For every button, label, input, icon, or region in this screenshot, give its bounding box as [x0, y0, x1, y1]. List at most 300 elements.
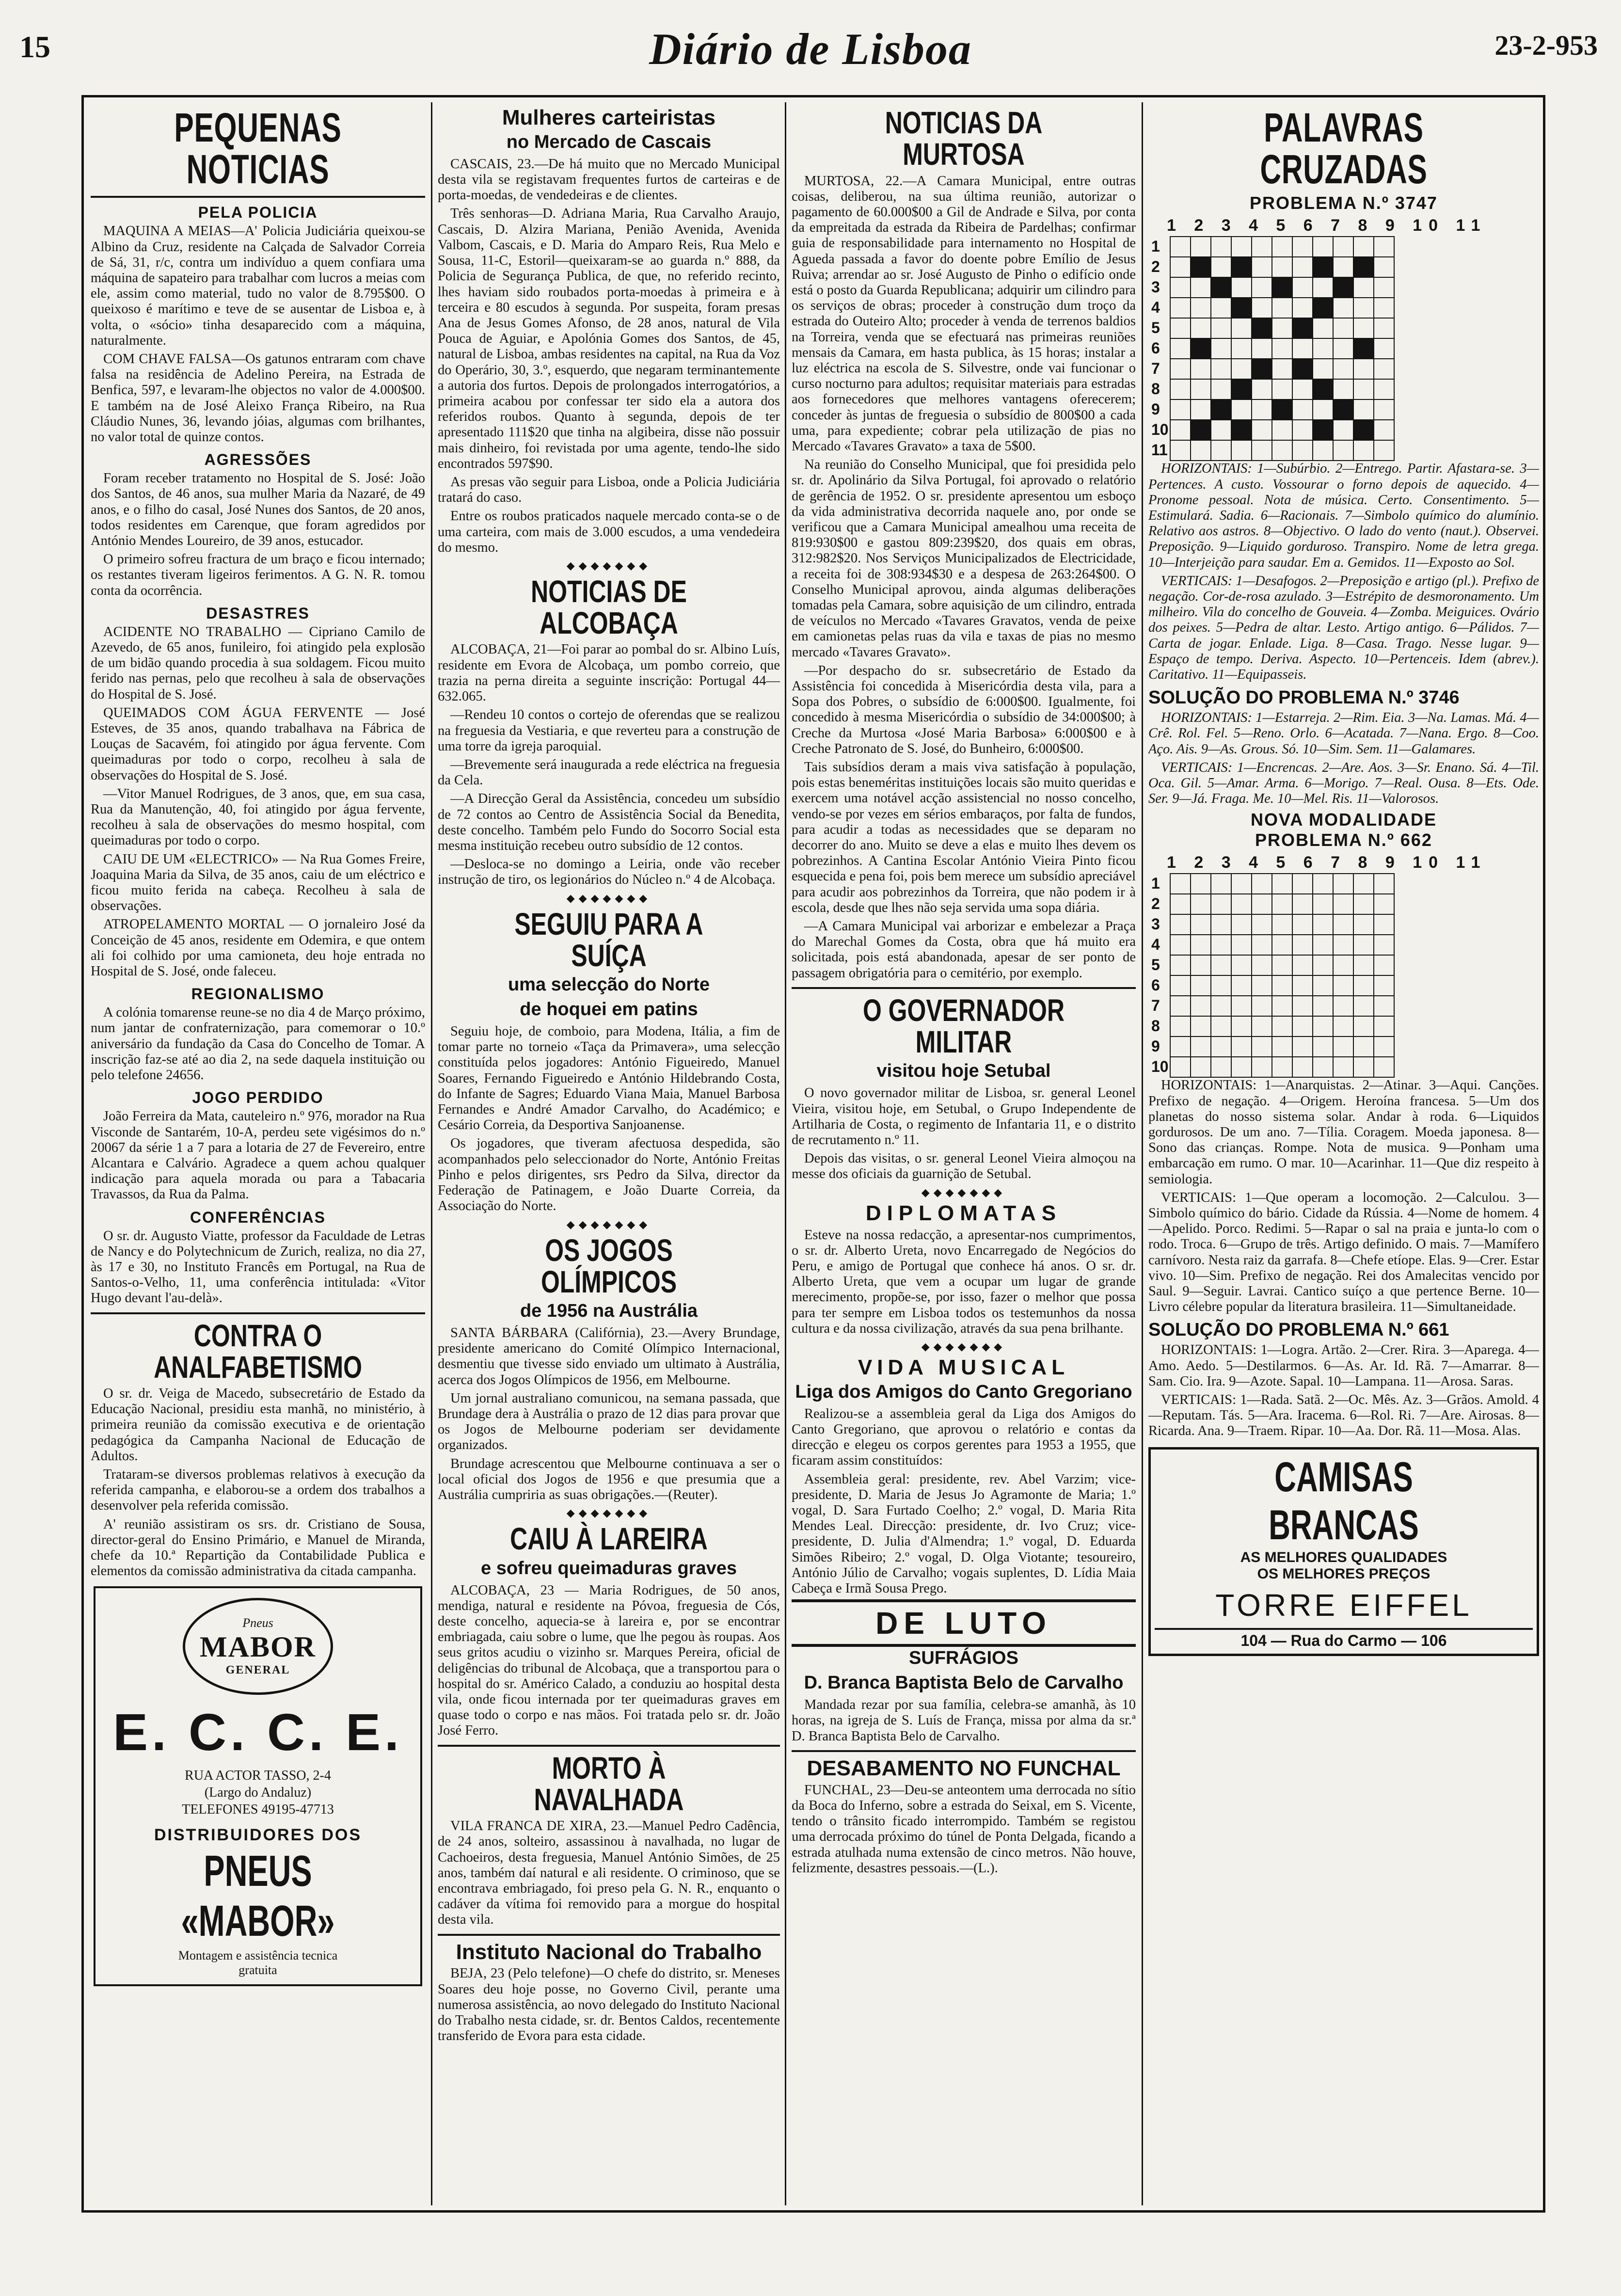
column-numbers: 1 2 3 4 5 6 7 8 9 10 11: [1167, 853, 1487, 872]
grid-cell: [1211, 338, 1231, 359]
solution-vertical: VERTICAIS: 1—Rada. Satã. 2—Oc. Mês. Az. 3—Grãos. Amold. 4—Reputam. Tás. 5—Ara. Iracema. 6—Rol. Ri. 7—Are. Airosas. 8—Ricarda. Ana. 9—Traem. Ripar. 10—Aa. Dor. Rã. 11—Mosa. Alas.: [1148, 1392, 1539, 1439]
grid-cell: [1191, 894, 1211, 914]
section-head: PELA POLICIA: [198, 204, 318, 222]
crossword-grid-3747: [1151, 236, 1539, 461]
grid-cell: [1292, 379, 1313, 399]
grid-cell: [1252, 440, 1272, 461]
grid-cell: [1211, 975, 1231, 996]
article-paragraph: O primeiro sofreu fractura de um braço e ficou internado; os restantes tiveram ligeiros ferimentos. A G. N. R. tomou conta da ocorrência.: [91, 552, 425, 598]
headline-carteiristas: Mulheres carteiristas: [502, 106, 716, 129]
grid-cell: [1252, 975, 1272, 996]
grid-cell: [1191, 338, 1211, 359]
grid-cell: [1191, 1057, 1211, 1077]
grid-cell: [1353, 1057, 1374, 1077]
grid-cell: [1231, 955, 1252, 975]
grid-cell: [1272, 338, 1292, 359]
solution-vertical: VERTICAIS: 1—Encrencas. 2—Are. Aos. 3—Sr. Enano. Sá. 4—Til. Oca. Gil. 5—Amar. Arma. 6—Morigo. 7—Real. Ousa. 8—Ets. Ode. Ser. 9—Já. Fraga. Me. 10—Mel. Ris. 11—Valorosos.: [1148, 760, 1539, 807]
article-paragraph: ALCOBAÇA, 23 — Maria Rodrigues, de 50 anos, mendiga, natural e residente na Póvoa, freguesia de Cós, deste concelho, aquecia-se à lareira e, por se encontrar embriagada, caiu sobre o lume, que lhe pegou às roupas. Aos seus gritos acudiu o vizinho sr. Marques Pereira, oficial de deligências do tribunal de Alcobaça, que a transportou para o hospital do sr. Américo Calado, a conduziu ao hospital desta vila, onde ficou internada por ter queimaduras graves em quase todo o corpo e nas mãos. Foi tratada pelo sr. dr. João José Ferro.: [438, 1582, 780, 1738]
grid-cell: [1252, 298, 1272, 318]
clues-horizontal: HORIZONTAIS: 1—Subúrbio. 2—Entrego. Partir. Afastara-se. 3—Pertences. A custo. Vossourar o forno depois de aquecido. 4—Pronome pessoal. Nota de música. Certo. Consentimento. 5—Estimulará. Sadia. 6—Racionais. 7—Simbolo químico do alumínio. Relativo aos astros. 8—Objectivo. O lado do vento (naut.). Observei. Preposição. 9—Liquido gorduroso. Transpiro. Nome de letra grega. 10—Interjeição para saudar. Em a. Gemidos. 11—Exposto ao Sol.: [1148, 461, 1539, 570]
solution-title: SOLUÇÃO DO PROBLEMA N.º 3746: [1148, 687, 1460, 708]
grid-cell: [1170, 298, 1191, 318]
grid-cell: [1353, 1036, 1374, 1057]
grid-cell: [1333, 237, 1353, 257]
grid-cell: [1231, 359, 1252, 379]
grid-cell: [1191, 420, 1211, 440]
article-paragraph: —Desloca-se no domingo a Leiria, onde vão receber instrução de tiro, os legionários do Núcleo n.º 4 de Alcobaça.: [438, 857, 780, 888]
grid-cell: [1374, 975, 1394, 996]
grid-cell: [1211, 359, 1231, 379]
grid-cell: [1252, 874, 1272, 894]
grid-cell: [1211, 1036, 1231, 1057]
grid-cell: [1333, 420, 1353, 440]
grid-cell: [1170, 955, 1191, 975]
grid-cell: [1313, 935, 1333, 955]
ad-line: AS MELHORES QUALIDADES: [1240, 1549, 1447, 1565]
grid-cell: [1252, 318, 1272, 338]
column-3: [792, 104, 1136, 2203]
grid-cell: [1211, 1016, 1231, 1036]
headline-palavras-cruzadas: PALAVRAS CRUZADAS: [1260, 105, 1428, 192]
grid-cell: [1170, 420, 1191, 440]
article-paragraph: BEJA, 23 (Pelo telefone)—O chefe do distrito, sr. Meneses Soares deu hoje posse, no Governo Civil, perante uma numerosa assistência, ao novo delegado do Instituto Nacional do Trabalho nesta cidade, sr. dr. Bentos Caldos, recentemente transferido de Evora para esta cidade.: [438, 1966, 780, 2044]
grid-cell: [1252, 1057, 1272, 1077]
grid-cell: [1231, 237, 1252, 257]
grid-cell: [1374, 277, 1394, 298]
issue-date: 23-2-953: [1494, 30, 1598, 61]
grid-cell: [1272, 955, 1292, 975]
article-paragraph: SANTA BÁRBARA (Califórnia), 23.—Avery Brundage, presidente americano do Comité Olímpico Internacional, desmentiu que tivesse sido enviado um ultimato à Austrália, acerca dos Jogos Olímpicos de 1956, em Melbourne.: [438, 1325, 780, 1387]
grid-cell: [1231, 1057, 1252, 1077]
headline-analfabetismo: CONTRA O ANALFABETISMO: [154, 1318, 362, 1385]
grid-cell: [1353, 359, 1374, 379]
grid-cell: [1231, 277, 1252, 298]
row-numbers: 1 2 3 4 5 6 7 8 9 10 11: [1151, 238, 1169, 459]
grid-cell: [1191, 1036, 1211, 1057]
grid-cell: [1374, 955, 1394, 975]
problem-title: PROBLEMA N.º 3747: [1250, 193, 1438, 213]
grid-cell: [1191, 914, 1211, 935]
grid-cell: [1272, 874, 1292, 894]
article-paragraph: CASCAIS, 23.—De há muito que no Mercado Municipal desta vila se registavam frequentes furtos de carteiras e de porta-moedas, de vendedeiras e de clientes.: [438, 156, 780, 203]
article-paragraph: ACIDENTE NO TRABALHO — Cipriano Camilo de Azevedo, de 65 anos, funileiro, foi atingido pela explosão de um bidão quando procedia à sua soldagem. Ficou muito ferido nas pernas, pelo que recolheu à sala de observações do Hospital de S. José.: [91, 624, 425, 702]
grid-cell: [1211, 874, 1231, 894]
grid-cell: [1211, 440, 1231, 461]
grid-cell: [1292, 338, 1313, 359]
solution-horizontal: HORIZONTAIS: 1—Logra. Artão. 2—Crer. Rira. 3—Aparega. 4—Amo. Aedo. 5—Destilarmos. 6—As. Ar. Id. Rã. 7—Amarrar. 8—Sam. Cio. Ira. 9—Azote. Sapal. 10—Lampana. 11—Arosa. Saras.: [1148, 1342, 1539, 1389]
article-paragraph: A' reunião assistiram os srs. dr. Cristiano de Sousa, director-geral do Ensino Primário, e Manuel de Miranda, chefe da 10.ª Repartição da Contabilidade Publica e elementos da comissão administrativa da citada campanha.: [91, 1516, 425, 1579]
grid-cell: [1313, 399, 1333, 420]
grid-cell: [1170, 1057, 1191, 1077]
grid-cell: [1333, 894, 1353, 914]
grid-cell: [1353, 420, 1374, 440]
grid-cell: [1170, 914, 1191, 935]
grid-cell: [1313, 914, 1333, 935]
logo-general: GENERAL: [225, 1663, 290, 1676]
grid-cell: [1292, 318, 1313, 338]
grid-cell: [1292, 874, 1313, 894]
grid-cell: [1252, 914, 1272, 935]
article-paragraph: MURTOSA, 22.—A Camara Municipal, entre outras coisas, deliberou, na sua última reunião, autorizar o pagamento de 60.000$00 a Gil de Andrade e Silva, por conta da empreitada da estrada da Ribeira de Pardelhas; confirmar guia de responsabilidade para internamento no Hospital de Agueda passada a favor do doente pobre Emílio de Jesus Ruiva; arrendar ao sr. José Augusto de Pinho o edifício onde está o posto da Guarda Republicana; adquirir um cilindro para os serviços de obras; proceder à construção dum troço da estrada do Outeiro Alto; proceder à venda de terrenos baldios na Torreira, venda que se efectuará nas primeiras reuniões mensais da Camara, em hasta publica, às 15 horas; instalar a luz eléctrica na escola de S. Silvestre, onde vai funcionar o curso nocturno para adultos; requisitar materiais para estradas aos fornecedores que melhores vantagens oferecerem; conceder às juntas de freguesia o subsídio de 800$00 a cada uma, para expediente; cobrar pela utilização de pias no Mercado «Tavares Gravato» a taxa de 5$00.: [792, 173, 1136, 454]
article-paragraph: Tais subsídios deram a mais viva satisfação à população, pois estas beneméritas instituições locais são muito queridas e exercem uma notável acção assistencial no nosso concelho, vendo-se por vezes em sérios embaraços, por falta de fundos, para acudir a todas as necessidades que se deparam no decorrer do ano. Muito se deve a elas e muito lhes devem os pobrezinhos. A Cantina Escolar António Vieira Pinto ficou esquecida e pena foi, pois bem merece um subsídio apreciável para acudir aos pobrezinhos da Torreira, que não podem ir à escola, desde que lhes não seja servida uma sopa diária.: [792, 760, 1136, 915]
grid-cell: [1292, 975, 1313, 996]
grid-cell: [1191, 318, 1211, 338]
grid-cell: [1374, 914, 1394, 935]
grid-cell: [1292, 1057, 1313, 1077]
grid-cell: [1231, 935, 1252, 955]
ad-pneus-mabor: PNEUS «MABOR»: [181, 1847, 335, 1945]
page-number: 15: [19, 30, 50, 64]
article-paragraph: O novo governador militar de Lisboa, sr. general Leonel Vieira, visitou hoje, em Setubal, o Grupo Independente de Artilharia de Costa, o regimento de Infantaria 11, e o distrito de recrutamento n.º 11.: [792, 1085, 1136, 1148]
column-4: [1148, 104, 1539, 2203]
ad-address: 104 — Rua do Carmo — 106: [1155, 1628, 1533, 1650]
article-paragraph: João Ferreira da Mata, cauteleiro n.º 976, morador na Rua Visconde de Santarém, 10-A, perdeu sete vigésimos do n.º 20067 da série 1 a 7 para a lotaria de 27 de Fevereiro, entre Alcantara e Calvário. Agradece a quem achou qualquer indicação para aquela morada ou para a Tabacaria Travassos, da Rua da Palma.: [91, 1109, 425, 1202]
grid-cell: [1353, 399, 1374, 420]
grid-cell: [1353, 996, 1374, 1016]
divider: [438, 1934, 780, 1936]
grid-cell: [1211, 935, 1231, 955]
grid-cell: [1353, 277, 1374, 298]
grid-cell: [1211, 399, 1231, 420]
grid-cell: [1170, 379, 1191, 399]
article-paragraph: MAQUINA A MEIAS—A' Policia Judiciária queixou-se Albino da Cruz, residente na Calçada de Salvador Correia de Sá, 31, r/c, contra um indivíduo a quem confiara uma máquina de sapateiro para trabalhar com lucros a meias com ele, assim como material, tudo no valor de 8.795$00. O queixoso é marítimo e teve de se ausentar de Lisboa e, à volta, o «sócio» tinha desaparecido com a máquina, naturalmente.: [91, 223, 425, 348]
logo-small-text: Pneus: [242, 1615, 273, 1630]
headline-diplomatas: DIPLOMATAS: [865, 1201, 1062, 1225]
clues-horizontal: HORIZONTAIS: 1—Anarquistas. 2—Atinar. 3—Aqui. Canções. Prefixo de negação. 4—Origem. Heroína francesa. 5—Um dos planetas do nosso sistema solar. Andar à roda. 6—Liquidos gordurosos. De um ano. 7—Tília. Coragem. Moeda japonesa. 8—Sono das crianças. Rompe. Nota de musica. 9—Ponham uma embarcação em rumo. O mar. 10—Acarinhar. 11—Que diz respeito à semiologia.: [1148, 1078, 1539, 1187]
grid-cell: [1353, 874, 1374, 894]
grid-cell: [1292, 440, 1313, 461]
grid-cell: [1272, 359, 1292, 379]
grid-cell: [1231, 420, 1252, 440]
grid-cell: [1374, 359, 1394, 379]
grid-cell: [1191, 277, 1211, 298]
article-paragraph: VILA FRANCA DE XIRA, 23.—Manuel Pedro Cadência, de 24 anos, solteiro, assassinou à navalhada, no lugar de Cachoeiros, desta freguesia, Manuel António Simões, de 25 anos, também daí natural e ali residente. O criminoso, que se encontrava embriagado, foi preso pela G. N. R., enquanto o cadáver da vítima foi removido para a morgue do hospital desta vila.: [438, 1818, 780, 1928]
article-paragraph: Seguiu hoje, de comboio, para Modena, Itália, a fim de tomar parte no torneio «Taça da Primavera», uma selecção constituída pelos jogadores: António Figueiredo, Manuel Soares, Fernando Figueiredo e António Hildebrando Costa, do Infante de Sagres; Eduardo Viana Maia, Manuel Barbosa Fernandes e André Amador Carvalho, do Académico; e Cesário Correia, da Desportiva Sanjoanense.: [438, 1024, 780, 1133]
grid-cell: [1211, 996, 1231, 1016]
grid-cell: [1353, 298, 1374, 318]
grid-cell: [1170, 996, 1191, 1016]
headline-pequenas-noticias: PEQUENAS NOTICIAS: [174, 105, 342, 192]
headline-vida-musical: VIDA MUSICAL: [858, 1355, 1070, 1379]
grid-cell: [1374, 935, 1394, 955]
article-paragraph: Na reunião do Conselho Municipal, que foi presidida pelo sr. dr. Apolinário da Silva Portugal, foi aprovado o relatório de gerência de 1952. O sr. presidente apresentou um esboço da vida administrativa decorrida naquele ano, por onde se verificou que a Camara Municipal amealhou uma receita de 819:930$00 e gastou 809:239$20, dos quais em obras, 312:982$20. Nos Serviços Municipalizados de Electricidade, a receita foi de 308:934$30 e a despesa de 263:264$00. O Conselho Municipal aprovou, ainda algumas deliberações tomadas pela Camara, sobre aquisição de um cilindro, entrada de veículos no Mercado «Tavares Gravatos, venda de peixe em camionetas pelas ruas da vila e taxas de pias no mesmo mercado «Tavares Gravato».: [792, 457, 1136, 660]
grid-cell: [1313, 440, 1333, 461]
subheadline: Liga dos Amigos do Canto Gregoriano: [795, 1381, 1132, 1402]
grid-cell: [1353, 257, 1374, 277]
grid-cell: [1170, 277, 1191, 298]
ornament-divider: ◆◆◆◆◆◆◆: [566, 1218, 652, 1230]
ad-headline: CAMISAS BRANCAS: [1269, 1453, 1419, 1548]
article-paragraph: —Por despacho do sr. subsecretário de Estado da Assistência foi concedida à Misericórdia desta vila, para a Sopa dos Pobres, o subsídio de 6:000$00. Igualmente, foi concedido à mesma Misericórdia o subsídio de 34:000$00; à Creche da Murtosa «José Maria Barbosa» 6:000$00 e à Creche Patronato de S. José, do Bunheiro, 6:000$00.: [792, 663, 1136, 756]
grid-cell: [1272, 318, 1292, 338]
grid-cell: [1231, 975, 1252, 996]
grid-cell: [1353, 1016, 1374, 1036]
grid-cell: [1191, 996, 1211, 1016]
grid-cell: [1374, 379, 1394, 399]
crossword-table: [1170, 236, 1395, 461]
grid-cell: [1374, 338, 1394, 359]
grid-cell: [1353, 914, 1374, 935]
article-paragraph: Esteve na nossa redacção, a apresentar-nos cumprimentos, o sr. dr. Alberto Ureta, novo Encarregado de Negócios do Peru, e amigo de Portugal que conhece há anos. O sr. dr. Alberto Ureta, que vem a ocupar um lugar de grande merecimento, propõe-se, por isso, fazer o melhor que possa para ter sempre em Lisboa todos os testemunhos da nossa cultura e da nossa civilização, através da sua pena brilhante.: [792, 1227, 1136, 1336]
grid-cell: [1170, 975, 1191, 996]
grid-cell: [1252, 379, 1272, 399]
grid-cell: [1333, 257, 1353, 277]
subheadline: uma selecção do Norte: [508, 974, 710, 995]
grid-cell: [1272, 1036, 1292, 1057]
article-paragraph: Um jornal australiano comunicou, na semana passada, que Brundage dera à Austrália o prazo de 12 dias para provar que os Jogos de Melbourne poderiam ser devidamente organizados.: [438, 1390, 780, 1453]
solution-horizontal: HORIZONTAIS: 1—Estarreja. 2—Rim. Eia. 3—Na. Lamas. Má. 4—Crê. Rol. Fel. 5—Reno. Orlo. 6—Acatada. 7—Nana. Ergo. 8—Coo. Aço. Ais. 9—As. Grous. Só. 10—Sim. Sem. 11—Galamares.: [1148, 710, 1539, 757]
divider: [792, 987, 1136, 989]
grid-cell: [1313, 237, 1333, 257]
subheadline: D. Branca Baptista Belo de Carvalho: [804, 1673, 1124, 1693]
column-divider: [1142, 102, 1143, 2205]
article-paragraph: Os jogadores, que tiveram afectuosa despedida, são acompanhados pelo seleccionador do Norte, António Freitas Pinho e pelos dirigentes, srs Pedro da Silva, director da Federação de Patinagem, e João Duarte Correia, da Associação do Norte.: [438, 1136, 780, 1214]
column-divider: [785, 102, 786, 2205]
grid-cell: [1292, 277, 1313, 298]
grid-cell: [1231, 318, 1252, 338]
grid-cell: [1292, 420, 1313, 440]
grid-cell: [1313, 379, 1333, 399]
grid-cell: [1211, 277, 1231, 298]
grid-cell: [1252, 359, 1272, 379]
grid-cell: [1211, 1057, 1231, 1077]
grid-cell: [1353, 894, 1374, 914]
column-numbers: 1 2 3 4 5 6 7 8 9 10 11: [1167, 216, 1487, 235]
grid-cell: [1170, 318, 1191, 338]
grid-cell: [1313, 298, 1333, 318]
grid-cell: [1231, 1016, 1252, 1036]
grid-cell: [1252, 955, 1272, 975]
grid-cell: [1211, 298, 1231, 318]
grid-cell: [1333, 440, 1353, 461]
grid-cell: [1333, 338, 1353, 359]
grid-cell: [1170, 894, 1191, 914]
grid-cell: [1231, 996, 1252, 1016]
subheadline: no Mercado de Cascais: [506, 131, 712, 152]
grid-cell: [1170, 1036, 1191, 1057]
grid-cell: [1170, 935, 1191, 955]
grid-cell: [1292, 237, 1313, 257]
article-paragraph: Realizou-se a assembleia geral da Liga dos Amigos do Canto Gregoriano, que aprovou o relatório e contas da direcção e elegeu os corpos gerentes para 1953 a 1955, que ficaram assim constituídos:: [792, 1406, 1136, 1468]
grid-cell: [1211, 257, 1231, 277]
section-head: REGIONALISMO: [191, 985, 325, 1003]
luto-block: [792, 1599, 1136, 1647]
grid-cell: [1231, 338, 1252, 359]
grid-cell: [1272, 894, 1292, 914]
grid-cell: [1374, 1016, 1394, 1036]
grid-cell: [1374, 399, 1394, 420]
grid-cell: [1231, 298, 1252, 318]
grid-cell: [1353, 935, 1374, 955]
article-paragraph: Entre os roubos praticados naquele mercado conta-se o de uma carteira, com mais de 3.000 escudos, a uma vendedeira do mesmo.: [438, 509, 780, 555]
grid-cell: [1333, 1057, 1353, 1077]
ad-phones: TELEFONES 49195-47713: [182, 1802, 334, 1817]
ornament-divider: ◆◆◆◆◆◆◆: [921, 1340, 1006, 1353]
ad-footer: gratuita: [238, 1962, 277, 1977]
article-paragraph: ALCOBAÇA, 21—Foi parar ao pombal do sr. Albino Luís, residente em Evora de Alcobaça, um pombo correio, que trazia na perna direita a seguinte inscrição: Portugal 44—632.065.: [438, 642, 780, 704]
grid-cell: [1313, 1036, 1333, 1057]
grid-cell: [1191, 359, 1211, 379]
grid-cell: [1374, 298, 1394, 318]
subheadline: de 1956 na Austrália: [520, 1301, 698, 1322]
grid-cell: [1272, 440, 1292, 461]
grid-cell: [1333, 298, 1353, 318]
grid-cell: [1353, 440, 1374, 461]
grid-cell: [1292, 894, 1313, 914]
grid-cell: [1252, 277, 1272, 298]
grid-cell: [1353, 379, 1374, 399]
article-paragraph: Depois das visitas, o sr. general Leonel Vieira almoçou na messe dos oficiais da guarnição de Setubal.: [792, 1151, 1136, 1182]
ad-distributors: DISTRIBUIDORES DOS: [154, 1825, 362, 1844]
article-paragraph: COM CHAVE FALSA—Os gatunos entraram com chave falsa na residência de Adelino Pereira, na Estrada de Benfica, 597, e levaram-lhe objectos no valor de 4.000$00. E também na de José Aleixo França Ribeiro, na Rua Cláudio Nunes, 36, levando jóias, algumas com brilhantes, no valor total de quinze contos.: [91, 351, 425, 445]
grid-cell: [1170, 1016, 1191, 1036]
grid-cell: [1252, 420, 1272, 440]
grid-cell: [1374, 420, 1394, 440]
article-paragraph: FUNCHAL, 23—Deu-se anteontem uma derrocada no sítio da Boca do Inferno, sobre a estrada do Seixal, em S. Vicente, tendo o trânsito ficado interrompido. Também se registou uma derrocada próximo do túnel de Ponta Delgada, ficando a estrada atulhada numa extensão de cinco metros. Não houve, felizmente, desastres pessoais.—(L.).: [792, 1782, 1136, 1876]
headline-de-luto: DE LUTO: [875, 1606, 1052, 1641]
crossword-grid-662: [1151, 873, 1539, 1078]
grid-cell: [1292, 257, 1313, 277]
grid-cell: [1191, 440, 1211, 461]
headline-instituto-trabalho: Instituto Nacional do Trabalho: [456, 1940, 762, 1964]
grid-cell: [1272, 237, 1292, 257]
grid-cell: [1292, 914, 1313, 935]
grid-cell: [1333, 955, 1353, 975]
grid-cell: [1374, 874, 1394, 894]
grid-cell: [1211, 237, 1231, 257]
section-head: JOGO PERDIDO: [192, 1089, 324, 1107]
grid-cell: [1353, 955, 1374, 975]
grid-cell: [1252, 996, 1272, 1016]
subheadline: de hoquei em patins: [520, 999, 698, 1020]
article-paragraph: As presas vão seguir para Lisboa, onde a Policia Judiciária tratará do caso.: [438, 474, 780, 506]
grid-cell: [1170, 237, 1191, 257]
grid-cell: [1313, 359, 1333, 379]
grid-cell: [1170, 399, 1191, 420]
article-paragraph: —Vitor Manuel Rodrigues, de 3 anos, que, em sua casa, Rua da Manutenção, 40, foi atingido por água fervente, recolheu à sala de observações do mesmo hospital, com queimaduras por todo o corpo.: [91, 786, 425, 848]
grid-cell: [1333, 318, 1353, 338]
grid-cell: [1191, 874, 1211, 894]
grid-cell: [1252, 237, 1272, 257]
grid-cell: [1231, 379, 1252, 399]
grid-cell: [1292, 935, 1313, 955]
grid-cell: [1313, 257, 1333, 277]
ornament-divider: ◆◆◆◆◆◆◆: [566, 1507, 652, 1519]
grid-cell: [1333, 935, 1353, 955]
grid-cell: [1272, 975, 1292, 996]
grid-cell: [1313, 955, 1333, 975]
column-divider: [431, 102, 432, 2205]
headline-governador: O GOVERNADOR MILITAR: [862, 992, 1065, 1060]
grid-cell: [1292, 955, 1313, 975]
grid-cell: [1252, 338, 1272, 359]
grid-cell: [1170, 338, 1191, 359]
grid-cell: [1333, 359, 1353, 379]
newspaper-title: Diário de Lisboa: [649, 24, 972, 74]
grid-cell: [1313, 996, 1333, 1016]
article-paragraph: CAIU DE UM «ELECTRICO» — Na Rua Gomes Freire, Joaquina Maria da Silva, de 35 anos, caiu de um eléctrico e ficou muito ferida na cabeça. Recolheu à sala de observações.: [91, 851, 425, 914]
grid-cell: [1333, 277, 1353, 298]
clues-vertical: VERTICAIS: 1—Que operam a locomoção. 2—Calculou. 3—Simbolo químico do bário. Cidade da Rússia. 4—Nome de homem. 4—Apelido. Porco. Redimi. 5—Rapar o sal na praia e junta-lo com o rodo. Troca. 6—Grupo de três. Artigo definido. O mais. 7—Mamífero carnívoro. Nesta raiz da garrafa. 8—Chefe etíope. Elas. 9—Crer. Estar vivo. 10—Sim. Prefixo de negação. Rei dos Amalecitas vencido por Saul. 9—Seguir. Lavrai. Cantico suíço a que pertence Berne. 10—Livro célebre popular da literatura brasileira. 11—Simultaneidade.: [1148, 1190, 1539, 1315]
article-paragraph: —A Direcção Geral da Assistência, concedeu um subsídio de 72 contos ao Centro de Assistência Social da Benedita, deste concelho. Também pelo Fundo do Socorro Social esta mesma instituição recebeu outro subsídio de 12 contos.: [438, 791, 780, 853]
grid-cell: [1272, 399, 1292, 420]
divider: [792, 1750, 1136, 1752]
grid-cell: [1313, 975, 1333, 996]
grid-cell: [1333, 874, 1353, 894]
ad-store-name: TORRE EIFFEL: [1215, 1587, 1472, 1623]
grid-cell: [1252, 399, 1272, 420]
grid-cell: [1272, 996, 1292, 1016]
grid-cell: [1333, 379, 1353, 399]
grid-cell: [1292, 1036, 1313, 1057]
row-numbers: 1 2 3 4 5 6 7 8 9 10: [1151, 875, 1169, 1076]
grid-cell: [1272, 914, 1292, 935]
camisas-advertisement: [1148, 1447, 1539, 1656]
grid-cell: [1191, 298, 1211, 318]
grid-cell: [1231, 1036, 1252, 1057]
grid-cell: [1191, 399, 1211, 420]
solution-title: SOLUÇÃO DO PROBLEMA N.º 661: [1148, 1320, 1449, 1340]
article-paragraph: O sr. dr. Augusto Viatte, professor da Faculdade de Letras de Nancy e do Polytechnicum de Zurich, realiza, no dia 27, às 17 e 30, no Instituto Francês em Portugal, na Rua de Santos-o-Velho, 11, uma conferência intitulada: «Vitor Hugo devant l'au-delà».: [91, 1228, 425, 1306]
grid-cell: [1353, 975, 1374, 996]
grid-cell: [1252, 894, 1272, 914]
grid-cell: [1252, 935, 1272, 955]
grid-cell: [1211, 894, 1231, 914]
article-paragraph: Três senhoras—D. Adriana Maria, Rua Carvalho Araujo, Cascais, D. Alzira Mariana, Penião Avenida, Avenida Valbom, Cascais, e D. Maria do Amparo Reis, Rua Melo e Sousa, 11-C, Estoril—queixaram-se ao guarda n.º 888, da Policia de Segurança Publica, de que, no referido recinto, lhes haviam sido roubados porta-moedas à primeira e à terceira e 80 escudos à segunda. Por suspeita, foram presas Ana de Jesus Gomes Afonso, de 28 anos, natural de Vila Pouca de Aguiar, e Apolónia Gomes dos Santos, de 45, natural de Lisboa, ambas residentes na capital, na Rua da Voz do Operário, 30, 3.º, esquerdo, que negaram terminantemente a autoria dos furtos. Depois de prolongados interrogatórios, a primeira acabou por confessar ter sido ela a autora dos referidos roubos. Quanto à segunda, depois de ter apresentado 111$20 que tinha na algibeira, disse não possuir mais dinheiro, foi revistada por uma agente, tendo-lhe sido encontrados 597$90.: [438, 206, 780, 471]
grid-cell: [1374, 1036, 1394, 1057]
mabor-advertisement: [94, 1586, 422, 1986]
article-paragraph: Brundage acrescentou que Melbourne continuava a ser o local oficial dos Jogos de 1956 e que presumia que a Austrália cumpriria as suas obrigações.—(Reuter).: [438, 1456, 780, 1503]
grid-cell: [1231, 894, 1252, 914]
headline-desabamento: DESABAMENTO NO FUNCHAL: [807, 1756, 1121, 1780]
subheadline: SUFRÁGIOS: [909, 1648, 1018, 1669]
grid-cell: [1313, 338, 1333, 359]
section-head: AGRESSÕES: [204, 451, 312, 469]
divider: [91, 196, 425, 198]
grid-cell: [1252, 257, 1272, 277]
grid-cell: [1252, 1016, 1272, 1036]
page-frame: [81, 95, 1545, 2213]
mabor-logo: [183, 1598, 333, 1695]
article-paragraph: Assembleia geral: presidente, rev. Abel Varzim; vice-presidente, D. Maria de Jesus Jo Agramonte de Maria; 1.º vogal, D. Sara Furtado Coelho; 2.º vogal, D. Maria Rita Mendes Leal. Direcção: presidente, dr. Ivo Cruz; vice-presidente, D. Julia d'Almendra; 1.º vogal, D. Eduarda Simões Ribeiro; 2.º vogal, D. Olga Viotante; tesoureiro, António Júlio de Carvalho; vogais suplentes, D. Lídia Maia Cabeça e Irmã Sousa Prego.: [792, 1471, 1136, 1596]
grid-cell: [1191, 379, 1211, 399]
headline-alcobaca: NOTICIAS DE ALCOBAÇA: [531, 574, 687, 641]
grid-cell: [1313, 874, 1333, 894]
grid-cell: [1313, 894, 1333, 914]
ecce-name: E. C. C. E.: [112, 1702, 403, 1761]
grid-cell: [1272, 420, 1292, 440]
grid-cell: [1272, 257, 1292, 277]
grid-cell: [1170, 257, 1191, 277]
grid-cell: [1191, 955, 1211, 975]
grid-cell: [1191, 257, 1211, 277]
ornament-divider: ◆◆◆◆◆◆◆: [921, 1186, 1006, 1198]
article-paragraph: Mandada rezar por sua família, celebra-se amanhã, às 10 horas, na igreja de S. Luís de França, missa por alma da sr.ª D. Branca Baptista Belo de Carvalho.: [792, 1697, 1136, 1744]
ad-address-note: (Largo do Andaluz): [204, 1785, 312, 1800]
article-paragraph: QUEIMADOS COM ÁGUA FERVENTE — José Esteves, de 35 anos, quando trabalhava na Fábrica de Louças de Sacavém, foi atingido por água fervente. Com queimaduras por todo o corpo, recolheu à sala de observações do Hospital de S. José.: [91, 705, 425, 783]
article-paragraph: A colónia tomarense reune-se no dia 4 de Março próximo, num jantar de confraternização, para comemorar o 10.º aniversário da fundação da Casa do Concelho de Tomar. A inscrição faz-se até ao dia 2, na sede daquela instituição ou pelo telefone 24656.: [91, 1005, 425, 1083]
article-paragraph: O sr. dr. Veiga de Macedo, subsecretário de Estado da Educação Nacional, presidiu esta manhã, no ministério, à primeira reunião da comissão executiva e de orientação pedagógica da Campanha Nacional de Educação de Adultos.: [91, 1386, 425, 1464]
grid-cell: [1313, 1016, 1333, 1036]
grid-cell: [1292, 996, 1313, 1016]
grid-cell: [1211, 379, 1231, 399]
headline-lareira: CAIU À LAREIRA: [510, 1521, 708, 1557]
article-paragraph: —Brevemente será inaugurada a rede eléctrica na freguesia da Cela.: [438, 757, 780, 788]
grid-cell: [1333, 1016, 1353, 1036]
grid-cell: [1353, 318, 1374, 338]
grid-cell: [1374, 257, 1394, 277]
grid-cell: [1292, 298, 1313, 318]
